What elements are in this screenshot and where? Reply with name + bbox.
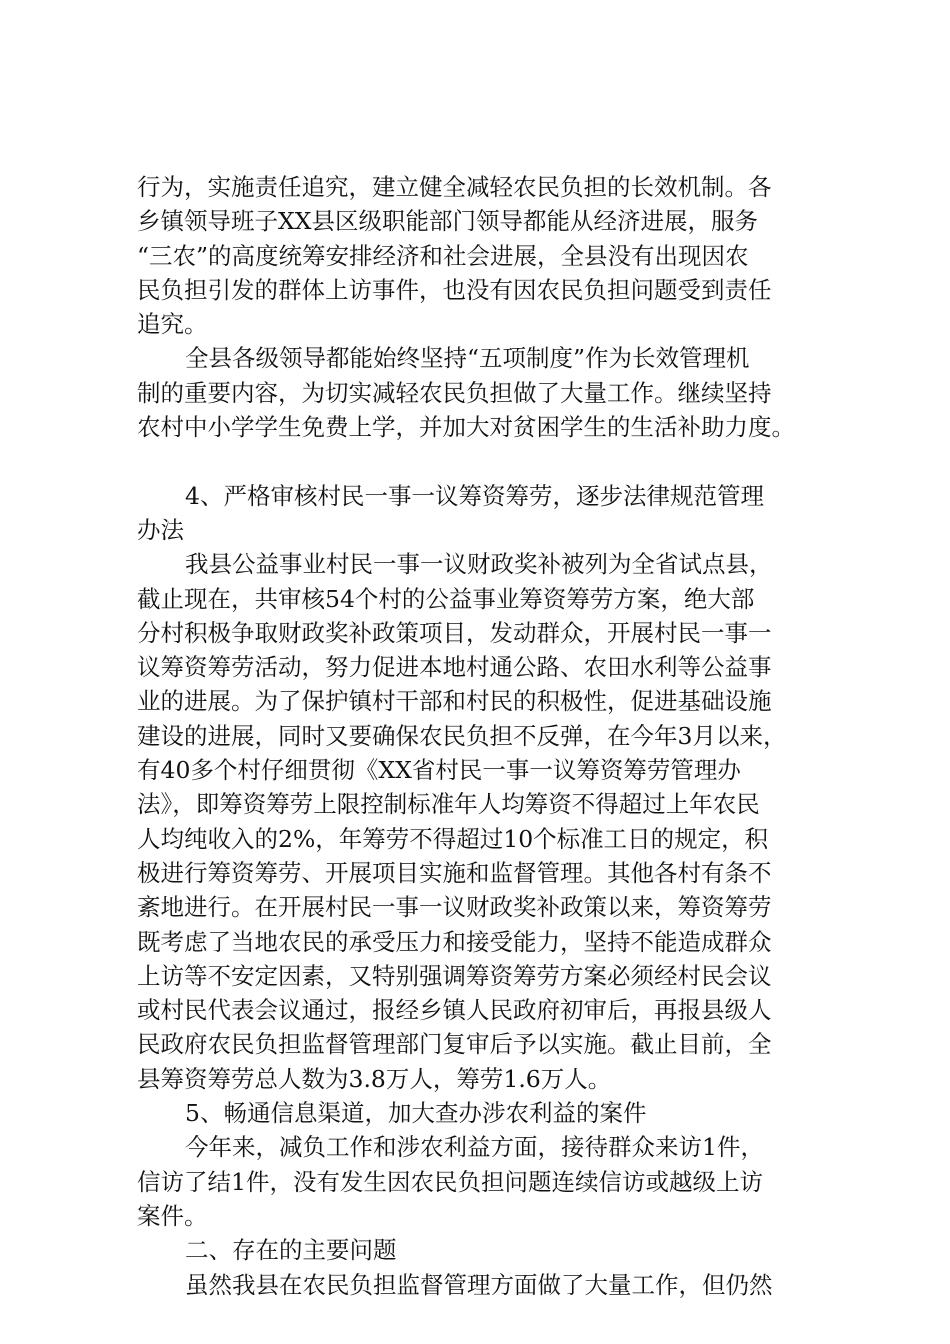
- text-line: 民政府农民负担监督管理部门复审后予以实施。截止目前，全: [137, 1030, 772, 1059]
- paragraph-start: 我县公益事业村民一事一议财政奖补被列为全省试点县，: [185, 550, 773, 579]
- text-line: 追究。: [137, 310, 208, 339]
- text-line: 法》，即筹资筹劳上限控制标准年人均筹资不得超过上年农民: [137, 790, 760, 819]
- section-heading-5: 5、畅通信息渠道，加大查办涉农利益的案件: [185, 1099, 647, 1128]
- document-body: [137, 170, 837, 1302]
- text-line: 或村民代表会议通过，报经乡镇人民政府初审后，再报县级人: [137, 996, 772, 1025]
- text-line: 县筹资筹劳总人数为3.8万人，筹劳1.6万人。: [137, 1064, 612, 1093]
- text-line: 极进行筹资筹劳、开展项目实施和监督管理。其他各村有条不: [137, 858, 772, 887]
- text-line: 业的进展。为了保护镇村干部和村民的积极性，促进基础设施: [137, 687, 772, 716]
- paragraph-gap: [137, 444, 837, 478]
- text-line: 信访了结1件，没有发生因农民负担问题连续信访或越级上访: [137, 1167, 763, 1196]
- text-line: 行为，实施责任追究，建立健全减轻农民负担的长效机制。各: [137, 173, 772, 201]
- text-line: 农村中小学学生免费上学，并加大对贫困学生的生活补助力度。: [137, 413, 795, 442]
- text-line: 人均纯收入的2%，年筹劳不得超过10个标准工日的规定，积: [137, 824, 769, 853]
- text-line: 有40多个村仔细贯彻《XX省村民一事一议筹资筹劳管理办: [137, 756, 741, 785]
- section-heading-problems: 二、存在的主要问题: [185, 1236, 397, 1265]
- paragraph-start: 今年来，减负工作和涉农利益方面，接待群众来访1件，: [185, 1133, 764, 1162]
- section-heading-4: 4、严格审核村民一事一议筹资筹劳，逐步法律规范管理: [185, 481, 764, 510]
- paragraph-start: 全县各级领导都能始终坚持“五项制度”作为长效管理机: [185, 344, 750, 373]
- text-line: 既考虑了当地农民的承受压力和接受能力，坚持不能造成群众: [137, 927, 772, 956]
- text-line: 乡镇领导班子XX县区级职能部门领导都能从经济进展，服务: [137, 207, 758, 236]
- text-line: “三农”的高度统筹安排经济和社会进展，全县没有出现因农: [137, 241, 749, 270]
- text-line: 案件。: [137, 1201, 208, 1230]
- text-line: 上访等不安定因素，又特别强调筹资筹劳方案必须经村民会议: [137, 961, 772, 990]
- text-line: 建设的进展，同时又要确保农民负担不反弹，在今年3月以来，: [137, 721, 787, 750]
- text-line: 制的重要内容，为切实减轻农民负担做了大量工作。继续坚持: [137, 378, 772, 407]
- text-line: 分村积极争取财政奖补政策项目，发动群众，开展村民一事一: [137, 618, 772, 647]
- text-line: 民负担引发的群体上访事件，也没有因农民负担问题受到责任: [137, 275, 772, 304]
- text-line: 紊地进行。在开展村民一事一议财政奖补政策以来，筹资筹劳: [137, 893, 772, 922]
- text-line: 议筹资筹劳活动，努力促进本地村通公路、农田水利等公益事: [137, 653, 772, 682]
- paragraph-start: 虽然我县在农民负担监督管理方面做了大量工作，但仍然: [185, 1270, 773, 1299]
- text-line: 截止现在，共审核54个村的公益事业筹资筹劳方案，绝大部: [137, 584, 755, 613]
- section-heading-4-continued: 办法: [137, 515, 184, 544]
